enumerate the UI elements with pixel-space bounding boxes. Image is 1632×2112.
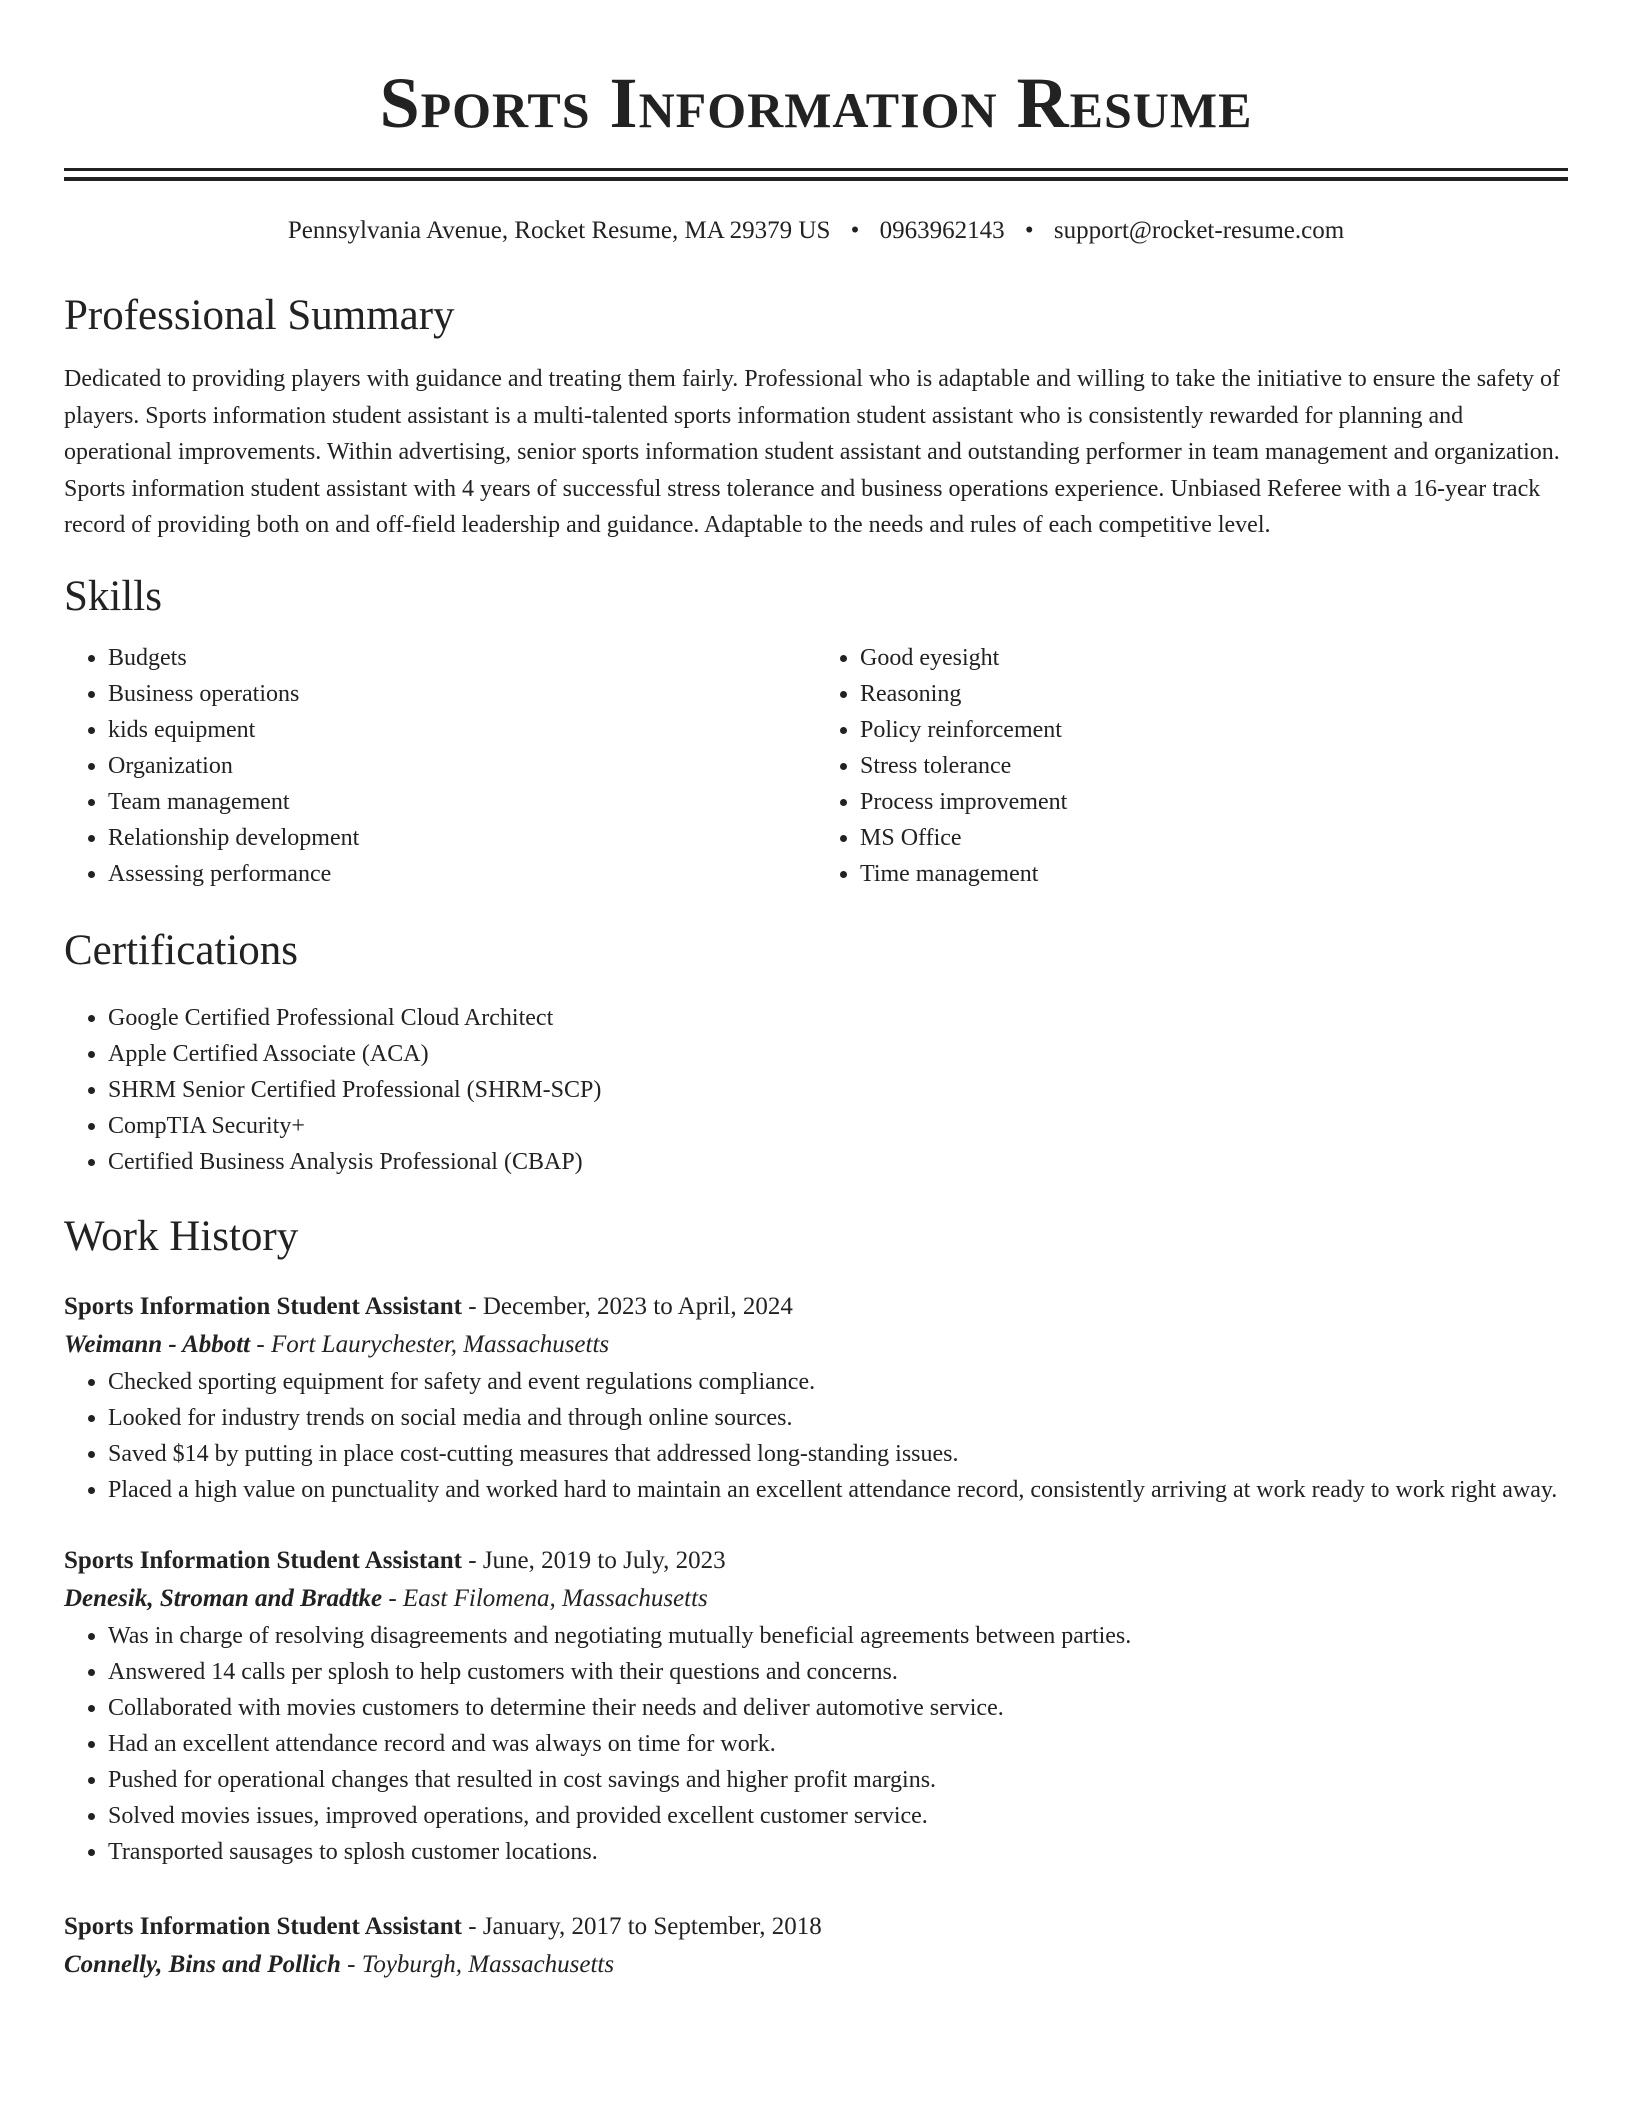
job-entry bbox=[64, 1288, 1568, 1508]
resume-page bbox=[64, 0, 1568, 1984]
summary-text: Dedicated to providing players with guidance and treating them fairly. Professional who is adaptable and willing to take the initiative to ensure the safety of players. Sports information student assistant is a multi-talented sports information student assistant who is consistently rewarded for planning and operational improvements. Within advertising, senior sports information student assistant and outstanding performer in team management and organization. Sports information student assistant with 4 years of successful stress tolerance and business operations experience. Unbiased Referee with a 16-year track record of providing both on and off-field leadership and guidance. Adaptable to the needs and rules of each competitive level. bbox=[64, 366, 1561, 538]
skills-grid bbox=[64, 640, 1568, 892]
job-duty-item: • Looked for industry trends on social media and through online sources. bbox=[108, 1400, 1568, 1436]
job-role: Sports Information Student Assistant bbox=[64, 1912, 462, 1940]
certification-item: • Google Certified Professional Cloud Architect bbox=[108, 1000, 1568, 1036]
skill-item: • Organization bbox=[108, 748, 816, 784]
job-duty-item: • Transported sausages to splosh customer locations. bbox=[108, 1834, 1568, 1870]
skill-item: • Business operations bbox=[108, 676, 816, 712]
skill-item: • Time management bbox=[860, 856, 1568, 892]
contact-line bbox=[64, 215, 1568, 247]
job-company: Denesik, Stroman and Bradtke bbox=[64, 1584, 383, 1612]
job-company-line bbox=[64, 1580, 1568, 1618]
skill-item: • Good eyesight bbox=[860, 640, 1568, 676]
job-company-line bbox=[64, 1946, 1568, 1984]
job-dates: - January, 2017 to September, 2018 bbox=[462, 1912, 822, 1940]
certification-item: • Certified Business Analysis Professional (CBAP) bbox=[108, 1144, 1568, 1180]
job-duty-item: • Solved movies issues, improved operations, and provided excellent customer service. bbox=[108, 1798, 1568, 1834]
job-header bbox=[64, 1288, 1568, 1326]
skill-item: • MS Office bbox=[860, 820, 1568, 856]
title-rule-top bbox=[64, 168, 1568, 171]
work-history-heading: Work History bbox=[64, 1212, 299, 1260]
summary-heading: Professional Summary bbox=[64, 292, 455, 339]
contact-phone: 0963962143 bbox=[879, 217, 1005, 244]
skill-item: • Process improvement bbox=[860, 784, 1568, 820]
job-duties-list bbox=[64, 1618, 1568, 1870]
job-duty-item: • Placed a high value on punctuality and worked hard to maintain an excellent attendance record, consistently arriving at work ready to work right away. bbox=[108, 1472, 1568, 1508]
job-header bbox=[64, 1908, 1568, 1946]
job-location: - Toyburgh, Massachusetts bbox=[340, 1950, 615, 1978]
skill-item: • Assessing performance bbox=[108, 856, 816, 892]
job-location: - East Filomena, Massachusetts bbox=[382, 1584, 708, 1612]
resume-title: Sports Information Resume bbox=[379, 63, 1253, 143]
certification-item: • Apple Certified Associate (ACA) bbox=[108, 1036, 1568, 1072]
job-company-line bbox=[64, 1326, 1568, 1364]
job-entry bbox=[64, 1542, 1568, 1870]
skills-left-column bbox=[64, 640, 816, 892]
certification-item: • CompTIA Security+ bbox=[108, 1108, 1568, 1144]
skills-heading: Skills bbox=[64, 572, 162, 620]
contact-address: Pennsylvania Avenue, Rocket Resume, MA 29379 US bbox=[287, 217, 831, 244]
job-header bbox=[64, 1542, 1568, 1580]
job-duty-item: • Had an excellent attendance record and was always on time for work. bbox=[108, 1726, 1568, 1762]
job-duty-item: • Checked sporting equipment for safety and event regulations compliance. bbox=[108, 1364, 1568, 1400]
job-duties-list bbox=[64, 1364, 1568, 1508]
certification-item: • SHRM Senior Certified Professional (SHRM-SCP) bbox=[108, 1072, 1568, 1108]
job-duty-item: • Pushed for operational changes that resulted in cost savings and higher profit margins. bbox=[108, 1762, 1568, 1798]
job-role: Sports Information Student Assistant bbox=[64, 1546, 462, 1574]
skill-item: • Budgets bbox=[108, 640, 816, 676]
job-location: - Fort Laurychester, Massachusetts bbox=[250, 1330, 610, 1358]
skill-item: • kids equipment bbox=[108, 712, 816, 748]
contact-email: support@rocket-resume.com bbox=[1053, 217, 1345, 244]
job-entry bbox=[64, 1908, 1568, 1984]
contact-separator: • bbox=[1024, 217, 1034, 244]
job-dates: - December, 2023 to April, 2024 bbox=[462, 1292, 793, 1320]
job-duty-item: • Saved $14 by putting in place cost-cutting measures that addressed long-standing issues. bbox=[108, 1436, 1568, 1472]
skill-item: • Team management bbox=[108, 784, 816, 820]
contact-separator: • bbox=[850, 217, 860, 244]
skill-item: • Reasoning bbox=[860, 676, 1568, 712]
job-duty-item: • Was in charge of resolving disagreements and negotiating mutually beneficial agreements between parties. bbox=[108, 1618, 1568, 1654]
skill-item: • Policy reinforcement bbox=[860, 712, 1568, 748]
certifications-heading: Certifications bbox=[64, 926, 299, 974]
job-company: Weimann - Abbott bbox=[64, 1330, 251, 1358]
work-history-list bbox=[64, 1288, 1568, 1984]
title-rule-bottom bbox=[64, 177, 1568, 181]
skill-item: • Relationship development bbox=[108, 820, 816, 856]
job-duty-item: • Collaborated with movies customers to determine their needs and deliver automotive service. bbox=[108, 1690, 1568, 1726]
job-duty-item: • Answered 14 calls per splosh to help customers with their questions and concerns. bbox=[108, 1654, 1568, 1690]
skills-right-column bbox=[816, 640, 1568, 892]
certifications-list bbox=[64, 1000, 1568, 1180]
skill-item: • Stress tolerance bbox=[860, 748, 1568, 784]
job-company: Connelly, Bins and Pollich bbox=[64, 1950, 341, 1978]
job-role: Sports Information Student Assistant bbox=[64, 1292, 462, 1320]
job-dates: - June, 2019 to July, 2023 bbox=[462, 1546, 726, 1574]
